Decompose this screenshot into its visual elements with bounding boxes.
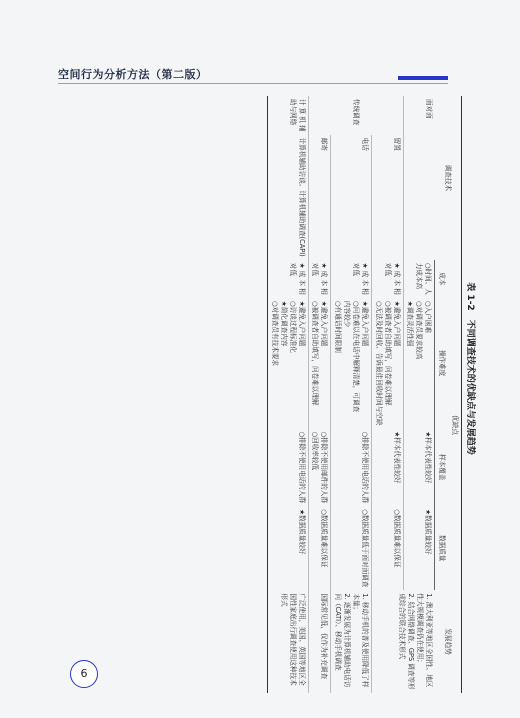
table-caption: 表 1-2 不同调查技术的优缺点与发展趋势 xyxy=(465,282,475,455)
cell-line: ○被调查者自助填写，问卷难以理解 xyxy=(311,300,320,406)
cell-tech xyxy=(403,96,435,260)
cell-quality xyxy=(308,506,331,590)
cell-line: ○排除不使用电话的人群 xyxy=(360,431,369,504)
cell-sample xyxy=(331,428,372,506)
cell-cost xyxy=(267,260,308,298)
cell-line: 计算机辅助访谈、计算机辅助调查(CAPI) xyxy=(297,137,306,257)
cell-line: ○入户困难 xyxy=(424,300,433,334)
cell-line: 广泛使用，美国、英国等地区全 xyxy=(297,593,306,686)
page-number-badge: 6 xyxy=(70,660,98,688)
cell-trend xyxy=(371,590,434,692)
cell-line: ○数据质量低于面对面调查 xyxy=(360,509,369,588)
table-row xyxy=(267,96,308,693)
cell-sample xyxy=(308,428,331,506)
cell-sample xyxy=(267,428,308,506)
cell-line: ○对调查员有技术要求 xyxy=(270,300,279,367)
cell-line: 力成本高 xyxy=(415,262,424,290)
cell-trend xyxy=(331,590,372,692)
cell-sample xyxy=(371,428,403,506)
cell-line: 1. 澳大利亚等地区全国性、地区 xyxy=(424,593,433,688)
table-row xyxy=(308,96,331,693)
cell-line: ★避免入户问题 xyxy=(360,300,369,347)
cell-cost xyxy=(371,260,403,298)
col-header-pros-cons: 优缺点 xyxy=(448,260,461,591)
cell-tech xyxy=(371,135,403,260)
cell-line: 内容较少 xyxy=(343,300,352,328)
cell-line: ★ 成 本 相 xyxy=(392,262,401,295)
cell-line: 助与网络 xyxy=(288,99,297,126)
cell-line: ○有通话时间限制 xyxy=(334,300,343,353)
cell-line: 1. 移动手机的普及使用降低了样 xyxy=(360,593,369,688)
cell-difficulty xyxy=(331,298,372,428)
cell-cost xyxy=(308,260,331,298)
cell-line: 国性家庭出行调查使用这种技术 xyxy=(288,593,297,686)
cell-line: 形式 xyxy=(279,593,288,607)
table-row xyxy=(403,96,435,693)
cell-line: 计 算 机 辅 xyxy=(297,99,306,132)
cell-tech xyxy=(267,96,308,135)
cell-line: ★数据质量较好 xyxy=(424,509,433,555)
cell-cost xyxy=(331,260,372,298)
cell-line: 2. 结合网络调查、GPS 调查等形 xyxy=(406,593,415,690)
cell-difficulty xyxy=(267,298,308,428)
cell-tech xyxy=(308,135,331,260)
cell-line: 面对面 xyxy=(424,99,433,119)
cell-line: 对低 xyxy=(351,262,360,276)
cell-line: ★样本代表性较好 xyxy=(392,431,401,484)
col-header-tech: 调查技术 xyxy=(435,96,462,260)
subheader-difficulty: 操作难度 xyxy=(435,298,448,428)
cell-line: ★样本代表性较好 xyxy=(424,431,433,484)
cell-quality xyxy=(331,506,372,590)
cell-line: ○排除不使用电话的人群 xyxy=(297,431,306,504)
cell-quality xyxy=(267,506,308,590)
subheader-quality: 数据质量 xyxy=(435,506,448,590)
cell-trend xyxy=(308,590,331,692)
cell-quality xyxy=(403,506,435,590)
cell-line: ★ 成 本 相 xyxy=(360,262,369,295)
cell-line: 问（CATI）、移动手机调查 xyxy=(334,593,343,671)
cell-line: 成综合的联合技术形式 xyxy=(398,593,407,660)
cell-line: ○被调查者自助填写，问卷难以理解 xyxy=(383,300,392,406)
cell-line: 邮寄 xyxy=(320,137,329,151)
cell-line: ○排除不使用邮件的人群 xyxy=(320,431,329,504)
cell-tech-sub xyxy=(267,135,308,260)
cell-line: ○时间、人 xyxy=(424,262,433,295)
cell-difficulty xyxy=(403,298,435,428)
header-accent-bar xyxy=(398,76,448,80)
cell-line: ★避免入户问题 xyxy=(297,300,306,347)
group-label-traditional: 传统调查 xyxy=(308,96,403,135)
cell-line: ★ 成 本 相 xyxy=(297,262,306,295)
cell-line: 2. 逐渐发展为计算机辅助电话访 xyxy=(343,593,352,688)
col-header-trend: 发展趋势 xyxy=(435,590,462,692)
cell-tech xyxy=(331,135,372,260)
cell-line: 电话 xyxy=(360,137,369,151)
header-rule xyxy=(58,83,448,84)
cell-line: ★简化调查内容 xyxy=(279,300,288,347)
cell-line: ★避免入户问题 xyxy=(392,300,401,347)
rotated-table-block xyxy=(100,96,480,690)
cell-line: 性大规模调查仍在使用； xyxy=(415,593,424,666)
cell-cost xyxy=(403,260,435,298)
cell-line: 对低 xyxy=(311,262,320,276)
cell-sample xyxy=(403,428,435,506)
cell-line: ○数据质量难以保证 xyxy=(392,509,401,568)
cell-difficulty xyxy=(371,298,403,428)
cell-line: 对低 xyxy=(383,262,392,276)
cell-line: ★调查灵活性强 xyxy=(406,300,415,347)
cell-line: ★ 成 本 相 xyxy=(320,262,329,295)
survey-technique-table xyxy=(267,96,462,693)
table-row xyxy=(331,96,372,693)
cell-line: ○无法及时回收、告诉最佳回收时间与空缺 xyxy=(374,300,383,426)
cell-line: 国际常见低，仅作为补充调查 xyxy=(320,593,329,680)
cell-line: ★数据质量较好 xyxy=(297,509,306,555)
running-header-title: 空间行为分析方法（第二版） xyxy=(58,68,208,81)
cell-line: 对低 xyxy=(288,262,297,276)
subheader-sample: 样本覆盖 xyxy=(435,428,448,506)
cell-difficulty xyxy=(308,298,331,428)
cell-line: ○问卷难以在电话中解释清楚，可调查 xyxy=(351,300,360,413)
cell-line: ○对调查员要求较高 xyxy=(415,300,424,360)
cell-line: ○数据质量难以保证 xyxy=(320,509,329,568)
cell-trend xyxy=(267,590,308,692)
subheader-cost: 成本 xyxy=(435,260,448,298)
table-body xyxy=(267,96,434,693)
cell-line: 本量； xyxy=(351,593,360,614)
cell-quality xyxy=(371,506,403,590)
cell-line: 留置 xyxy=(392,137,401,151)
cell-line: ○回收率较低 xyxy=(311,431,320,471)
cell-line: ★避免入户问题 xyxy=(320,300,329,347)
cell-line: ○访谈过程标准化 xyxy=(288,300,297,353)
